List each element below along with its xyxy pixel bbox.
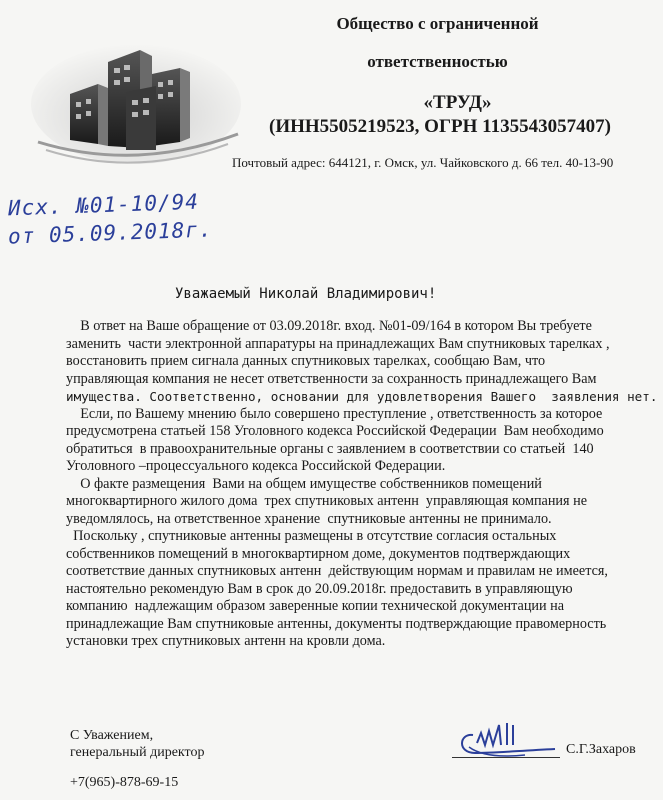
closing-block xyxy=(70,727,204,761)
signer-name: С.Г.Захаров xyxy=(566,742,636,757)
org-type-line1: Общество с ограниченной xyxy=(336,14,539,33)
signer-title: генеральный директор xyxy=(70,745,205,760)
body-line: В ответ на Ваше обращение от 03.09.2018г. вход. №01-09/164 в котором Вы требуете xyxy=(66,318,592,334)
greeting: Уважаемый Николай Владимирович! xyxy=(175,286,437,302)
body-line: управляющая компания не несет ответственности за сохранность принадлежащего Вам xyxy=(66,370,597,387)
body-line: принадлежащие Вам спутниковые антенны, документы подтверждающие правомерность xyxy=(66,615,607,632)
letter-body xyxy=(66,318,658,651)
body-line: уведомлялось, на ответственное хранение спутниковые антенны не принимало. xyxy=(66,510,552,527)
org-type-line2: ответственностью xyxy=(367,52,508,71)
body-line: Поскольку , спутниковые антенны размещены в отсутствие согласия остальных xyxy=(66,528,557,544)
body-line: собственников помещений в многоквартирном доме, документов подтверждающих xyxy=(66,545,571,562)
org-ids: (ИНН5505219523, ОГРН 1135543057407) xyxy=(269,116,611,137)
body-line: предусмотрена статьей 158 Уголовного кодекса Российской Федерации Вам необходимо xyxy=(66,423,604,439)
body-line: соответствие данных спутниковых антенн действующим нормам и правилам не имеется, xyxy=(66,563,608,579)
body-line: имущества. Соответственно, основании для удовлетворения Вашего заявления нет. xyxy=(66,389,658,404)
body-line: Если, по Вашему мнению было совершено преступление , ответственность за которое xyxy=(66,405,603,422)
body-line: Уголовного –процессуального кодекса Российской Федерации. xyxy=(66,458,446,474)
company-logo-icon xyxy=(28,22,243,172)
body-line: компанию надлежащим образом заверенные копии технической документации на xyxy=(66,598,565,614)
closing-regards: С Уважением, xyxy=(70,728,154,743)
signature-icon xyxy=(455,713,565,761)
body-line: установки трех спутниковых антенн на кровли дома. xyxy=(66,633,386,649)
body-line: О факте размещения Вами на общем имуществе собственников помещений xyxy=(66,475,542,492)
body-line: восстановить прием сигнала данных спутниковых тарелках, сообщаю Вам, что xyxy=(66,353,546,369)
handwritten-outgoing-number: Исх. №01-10/94 xyxy=(7,189,200,221)
body-line: заменить части электронной аппаратуры на принадлежащих Вам спутниковых тарелках , xyxy=(66,335,610,352)
org-name: «ТРУД» xyxy=(423,92,492,113)
body-line: настоятельно рекомендую Вам в срок до 20.09.2018г. предоставить в управляющую xyxy=(66,580,573,597)
signature-line xyxy=(452,757,560,758)
handwritten-outgoing-date: от 05.09.2018г. xyxy=(7,217,214,249)
postal-address: Почтовый адрес: 644121, г. Омск, ул. Чайковского д. 66 тел. 40-13-90 xyxy=(232,155,614,170)
contact-phone: +7(965)-878-69-15 xyxy=(70,775,179,790)
body-line: обратиться в правоохранительные органы с заявлением в соответствии со статьей 140 xyxy=(66,440,594,457)
body-line: многоквартирного жилого дома трех спутниковых антенн управляющая компания не xyxy=(66,493,587,509)
